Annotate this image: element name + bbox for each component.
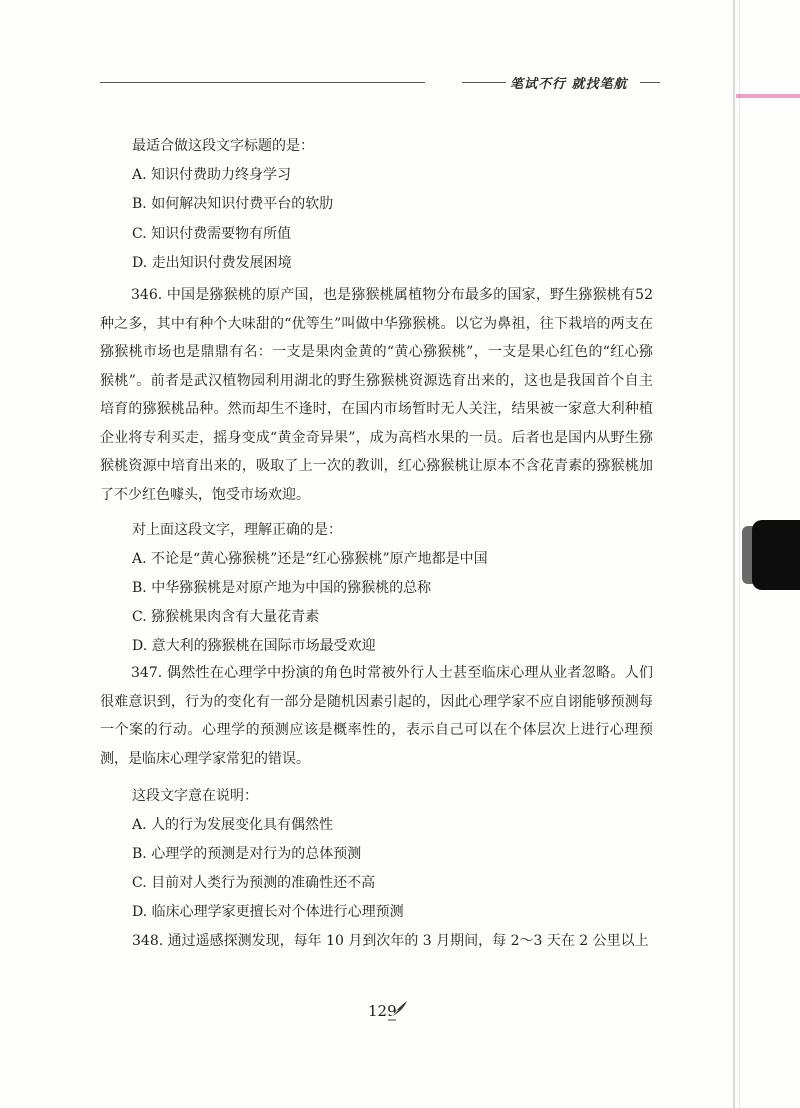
answer-option-d: D. 意大利的猕猴桃在国际市场最受欢迎 [132, 638, 376, 654]
answer-option-a: A. 不论是“黄心猕猴桃”还是“红心猕猴桃”原产地都是中国 [132, 551, 488, 567]
quill-icon [386, 998, 410, 1022]
question-passage: 346. 中国是猕猴桃的原产国，也是猕猴桃属植物分布最多的国家，野生猕猴桃有52 种之多，其中有种个大味甜的“优等生”叫做中华猕猴桃。以它为鼻祖，往下栽培的两支在猕猴桃市场也是鼎鼎有名：一支是果肉金黄的“黄心猕猴桃”，一支是果心红色的“红心猕猴桃”。前者是武汉植物园利用湖北的野生猕猴桃资源选育出来的，这也是我国首个自主培育的猕猴桃品种。然而却生不逢时，在国内市场暂时无人关注，结果被一家意大利种植企业将专利买走，摇身变成“黄金奇异果”，成为高档水果的一员。后者也是国内从野生猕猴桃资源中培育出来的，吸取了上一次的教训，红心猕猴桃让原本不含花青素的猕猴桃加了不少红色噱头，饱受市场欢迎。 [100, 287, 653, 503]
answer-option-b: B. 心理学的预测是对行为的总体预测 [132, 846, 362, 862]
question-passage: 347. 偶然性在心理学中扮演的角色时常被外行人士甚至临床心理从业者忽略。人们很难意识到，行为的变化有一部分是随机因素引起的，因此心理学家不应自诩能够预测每一个案的行动。心理学的预测应该是概率性的，表示自己可以在个体层次上进行心理预测，是临床心理学家常犯的错误。 [100, 665, 653, 767]
header-rule [640, 82, 660, 83]
answer-option-b: B. 中华猕猴桃是对原产地为中国的猕猴桃的总称 [132, 580, 432, 596]
answer-option-c: C. 知识付费需要物有所值 [132, 226, 292, 242]
running-header-title: 笔试不行 就找笔航 [510, 77, 628, 92]
page-number: 129 [368, 1002, 397, 1020]
edge-color-marker [736, 94, 800, 98]
answer-option-c: C. 猕猴桃果肉含有大量花青素 [132, 609, 320, 625]
answer-option-b: B. 如何解决知识付费平台的软肋 [132, 196, 334, 212]
answer-option-d: D. 走出知识付费发展困境 [132, 255, 292, 271]
question-prompt: 最适合做这段文字标题的是： [132, 138, 314, 154]
page-binding-edge [739, 0, 740, 1108]
answer-option-a: A. 知识付费助力终身学习 [132, 167, 292, 183]
question-passage-start: 348. 通过遥感探测发现，每年 10 月到次年的 3 月期间，每 2～3 天在 2 公里以上 [132, 933, 649, 949]
page-binding-edge [733, 0, 735, 1108]
question-prompt: 对上面这段文字，理解正确的是： [132, 522, 342, 538]
thumb-index-tab [752, 520, 800, 590]
header-rule [462, 82, 506, 83]
question-prompt: 这段文字意在说明： [132, 788, 258, 804]
answer-option-a: A. 人的行为发展变化具有偶然性 [132, 817, 334, 833]
answer-option-c: C. 目前对人类行为预测的准确性还不高 [132, 875, 376, 891]
header-rule [100, 82, 425, 83]
answer-option-d: D. 临床心理学家更擅长对个体进行心理预测 [132, 904, 404, 920]
